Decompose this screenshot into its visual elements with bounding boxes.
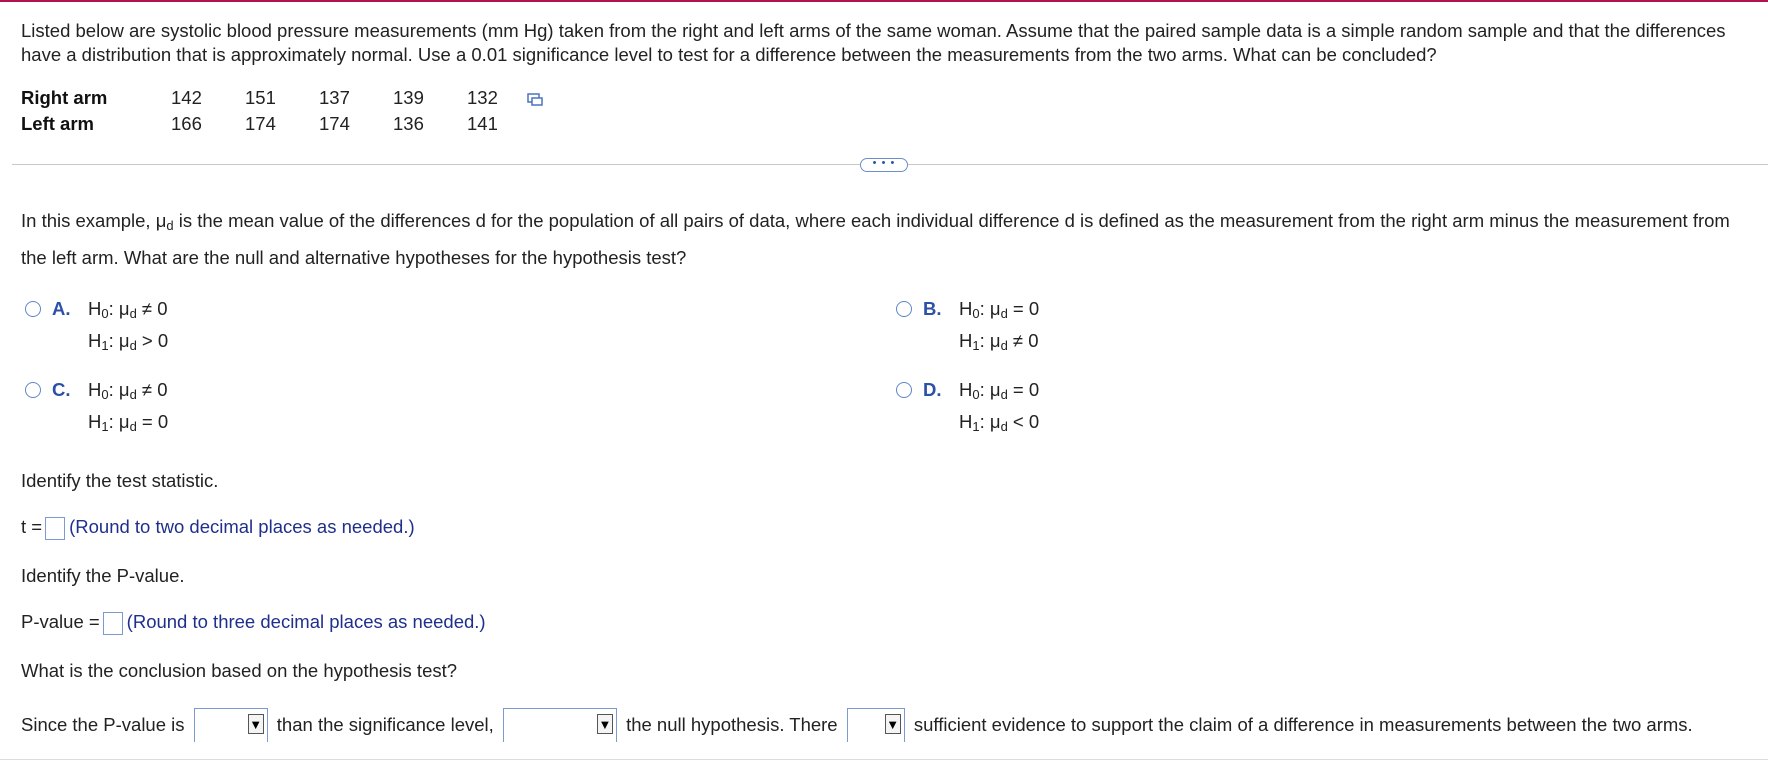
expand-more-button[interactable]: • • • — [860, 158, 908, 172]
radio-option-d[interactable] — [896, 382, 912, 398]
t-label: t = — [21, 516, 43, 537]
option-c[interactable] — [25, 379, 425, 439]
option-a-h1: $H_1$: $\mu_d > 0$ — [88, 330, 169, 353]
option-a-letter: A. — [52, 298, 71, 319]
option-d[interactable] — [896, 379, 1296, 439]
table-cell: 151 — [245, 87, 276, 108]
table-cell: 142 — [171, 87, 202, 108]
conclusion-seg4: sufficient evidence to support the claim of a difference in measurements between the two arms. — [913, 714, 1693, 735]
table-row — [21, 111, 541, 137]
table-cell: 174 — [245, 113, 276, 134]
decision-dropdown[interactable] — [503, 708, 617, 742]
pvalue-row — [21, 611, 486, 635]
option-d-letter: D. — [923, 379, 942, 400]
pvalue-answer-input[interactable] — [103, 612, 123, 635]
conclusion-seg1: Since the P-value is — [21, 714, 185, 735]
copy-data-icon[interactable] — [527, 93, 543, 107]
option-d-h0: $H_0$: $\mu_d = 0$ — [959, 379, 1040, 402]
table-cell: 139 — [393, 87, 424, 108]
option-d-h1: $H_1$: $\mu_d < 0$ — [959, 411, 1040, 434]
question-text-pre: In this example, μ — [21, 210, 167, 231]
option-b-h1: $H_1$: $\mu_d \ne 0$ — [959, 330, 1039, 353]
option-c-h0: $H_0$: $\mu_d \ne 0$ — [88, 379, 168, 402]
t-answer-input[interactable] — [45, 517, 65, 540]
pvalue-prompt: Identify the P-value. — [21, 565, 185, 586]
row-label-left-arm: Left arm — [21, 113, 94, 134]
comparison-dropdown[interactable] — [194, 708, 268, 742]
radio-option-a[interactable] — [25, 301, 41, 317]
radio-option-c[interactable] — [25, 382, 41, 398]
table-cell: 166 — [171, 113, 202, 134]
test-statistic-prompt: Identify the test statistic. — [21, 470, 219, 491]
evidence-dropdown[interactable] — [847, 708, 905, 742]
option-a[interactable] — [25, 298, 425, 358]
table-cell: 137 — [319, 87, 350, 108]
row-label-right-arm: Right arm — [21, 87, 108, 108]
conclusion-prompt: What is the conclusion based on the hypothesis test? — [21, 660, 458, 681]
option-b-letter: B. — [923, 298, 942, 319]
chevron-down-icon[interactable]: ▼ — [597, 714, 613, 734]
question-text-post: is the mean value of the differences d for the population of all pairs of data, where each individual difference d is defined as the measurement from the right arm minus the measurement from the left arm. What are the null and alternative hypotheses for the hypothesis test? — [21, 210, 1730, 268]
t-round-hint: (Round to two decimal places as needed.) — [69, 516, 415, 537]
table-row — [21, 85, 541, 111]
pvalue-round-hint: (Round to three decimal places as needed.) — [126, 611, 486, 632]
question-subscript: d — [166, 218, 174, 233]
bottom-divider — [0, 759, 1768, 760]
pvalue-label: P-value = — [21, 611, 100, 632]
option-c-h1: $H_1$: $\mu_d = 0$ — [88, 411, 169, 434]
conclusion-seg3: the null hypothesis. There — [626, 714, 838, 735]
chevron-down-icon[interactable]: ▼ — [885, 714, 901, 734]
test-statistic-row — [21, 516, 415, 540]
data-table — [21, 85, 541, 137]
table-cell: 174 — [319, 113, 350, 134]
table-cell: 136 — [393, 113, 424, 134]
problem-intro: Listed below are systolic blood pressure measurements (mm Hg) taken from the right and left arms of the same woman. Assume that the paired sample data is a simple random sample and that the differences have a distribution that is approximately normal. Use a 0.01 significance level to test for a difference between the measurements from the two arms. What can be concluded? — [21, 20, 1726, 65]
hypothesis-question — [21, 205, 1751, 274]
conclusion-sentence — [21, 708, 1693, 742]
option-b[interactable] — [896, 298, 1296, 358]
conclusion-seg2: than the significance level, — [276, 714, 494, 735]
table-cell: 132 — [467, 87, 498, 108]
table-cell: 141 — [467, 113, 498, 134]
chevron-down-icon[interactable]: ▼ — [248, 714, 264, 734]
option-a-h0: $H_0$: $\mu_d \ne 0$ — [88, 298, 168, 321]
radio-option-b[interactable] — [896, 301, 912, 317]
option-b-h0: $H_0$: $\mu_d = 0$ — [959, 298, 1040, 321]
option-c-letter: C. — [52, 379, 71, 400]
top-accent-line — [0, 0, 1768, 2]
